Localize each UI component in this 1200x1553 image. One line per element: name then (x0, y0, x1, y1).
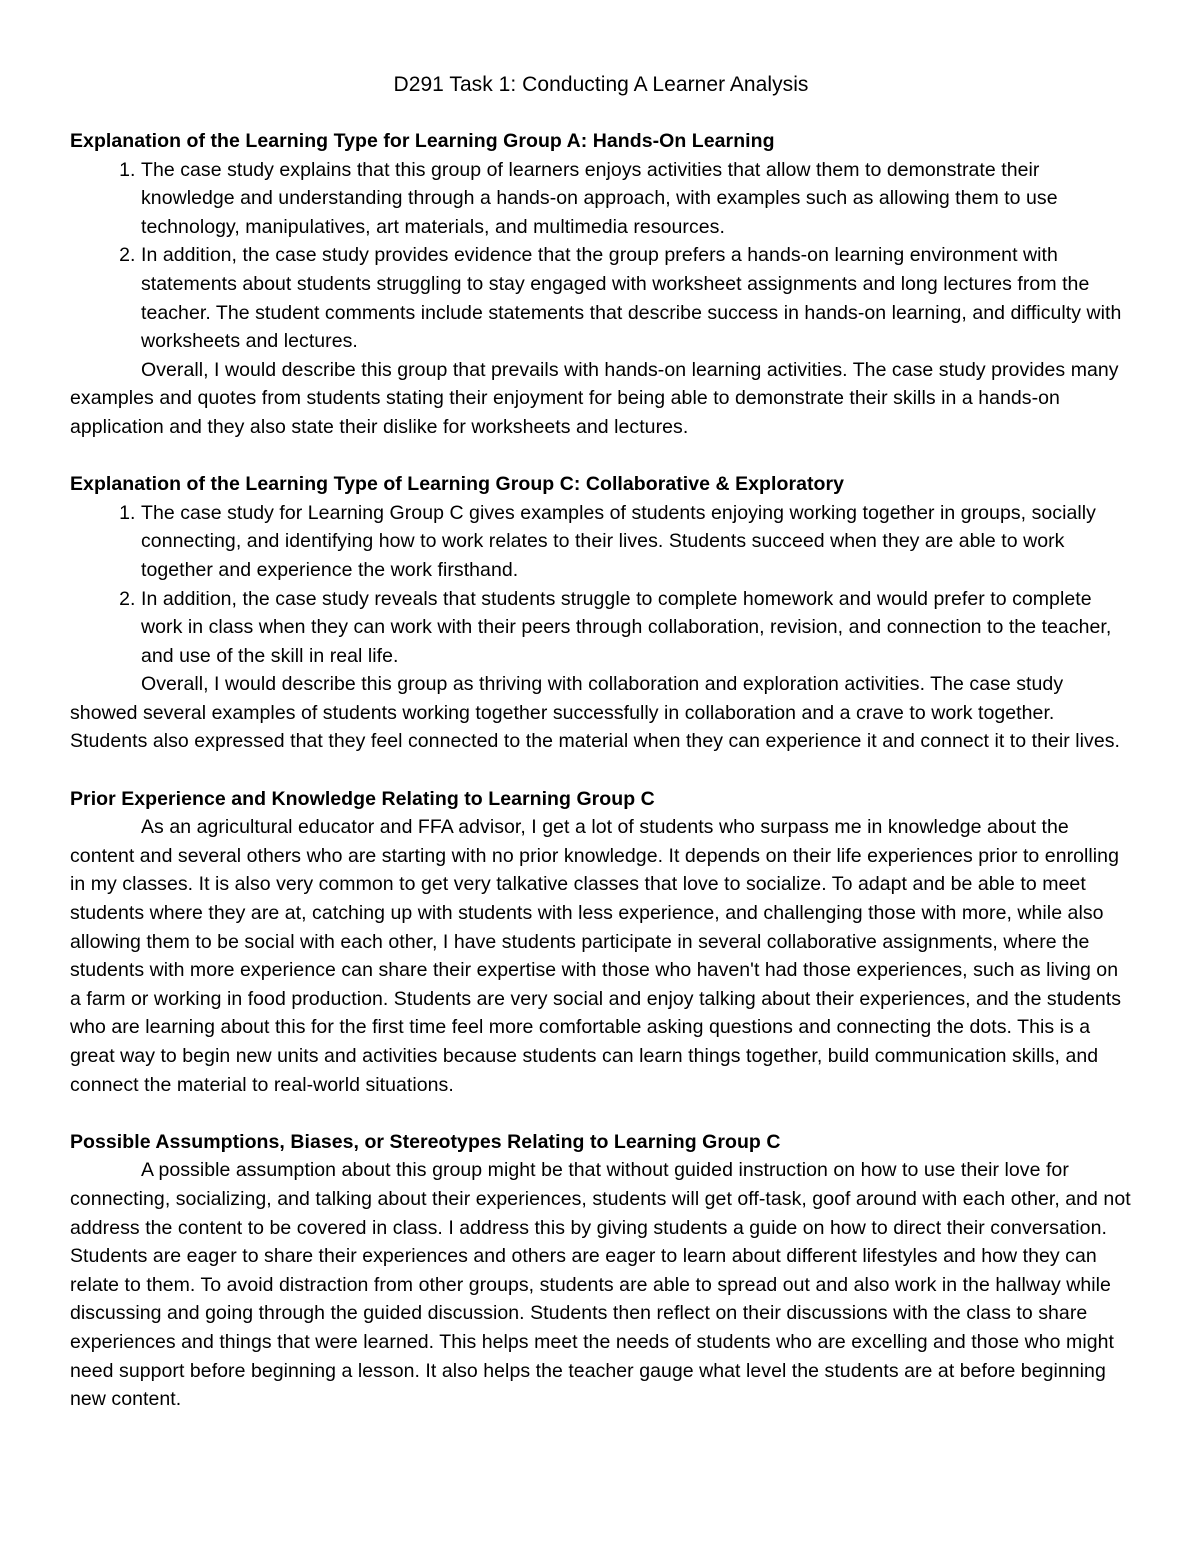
section-heading-group-a: Explanation of the Learning Type for Learning Group A: Hands-On Learning (70, 130, 775, 152)
section-heading-assumptions: Possible Assumptions, Biases, or Stereotypes Relating to Learning Group C (70, 1130, 781, 1153)
list-item: 1. The case study for Learning Group C gives examples of students enjoying working together in groups, socially connecting, and identifying how to work relates to their lives. Students succeed when they are able to work together and experience the work firsthand. (141, 499, 1132, 585)
section-assumptions (70, 1128, 1132, 1414)
paragraph-group-c-overall: Overall, I would describe this group as thriving with collaboration and exploration activities. The case study showed several examples of students working together successfully in collaboration and a crave to work together. Students also expressed that they feel connected to the material when they can experience it and connect it to their lives. (70, 673, 1121, 753)
list-item: 2. In addition, the case study provides evidence that the group prefers a hands-on learning environment with statements about students struggling to stay engaged with worksheet assignments and long lectures from the teacher. The student comments include statements that describe success in hands-on learning, and difficulty with worksheets and lectures. (141, 241, 1132, 355)
section-heading-group-c: Explanation of the Learning Type of Learning Group C: Collaborative & Exploratory (70, 473, 845, 496)
section-group-c (70, 470, 1132, 756)
paragraph-assumptions: A possible assumption about this group might be that without guided instruction on how to use their love for connecting, socializing, and talking about their experiences, students will get off-task, goof around with each other, and not address the content to be covered in class. I address this by giving students a guide on how to direct their conversation. Students are eager to share their experiences and others are eager to learn about different lifestyles and how they can relate to them. To avoid distraction from other groups, students are able to spread out and also work in the hallway while discussing and going through the guided discussion. Students then reflect on their discussions with the class to share experiences and things that were learned. This helps meet the needs of students who are excelling and those who might need support before beginning a lesson. It also helps the teacher gauge what level the students are at before beginning new content. (70, 1159, 1131, 1411)
section-heading-prior-experience: Prior Experience and Knowledge Relating to Learning Group C (70, 787, 655, 810)
numbered-list-group-c (70, 499, 1132, 671)
list-item: 1. The case study explains that this group of learners enjoys activities that allow them to demonstrate their knowledge and understanding through a hands-on approach, with examples such as allowing them to use technology, manipulatives, art materials, and multimedia resources. (141, 156, 1132, 242)
section-group-a (70, 127, 1132, 442)
list-item: 2. In addition, the case study reveals that students struggle to complete homework and would prefer to complete work in class when they can work with their peers through collaboration, revision, and connection to the teacher, and use of the skill in real life. (141, 585, 1132, 671)
document-title: D291 Task 1: Conducting A Learner Analysis (393, 73, 809, 96)
section-prior-experience (70, 785, 1132, 1100)
numbered-list-group-a (70, 156, 1132, 356)
document-page (70, 70, 1132, 1442)
paragraph-prior-experience: As an agricultural educator and FFA advisor, I get a lot of students who surpass me in knowledge about the content and several others who are starting with no prior knowledge. It depends on their life experiences prior to enrolling in my classes. It is also very common to get very talkative classes that love to socialize. To adapt and be able to meet students where they are at, catching up with students with less experience, and challenging those with more, while also allowing them to be social with each other, I have students participate in several collaborative assignments, where the students with more experience can share their expertise with those who haven't had those experiences, such as living on a farm or working in food production. Students are very social and enjoy talking about their experiences, and the students who are learning about this for the first time feel more comfortable asking questions and connecting the dots. This is a great way to begin new units and activities because students can learn things together, build communication skills, and connect the material to real-world situations. (70, 816, 1122, 1096)
paragraph-group-a-overall: Overall, I would describe this group that prevails with hands-on learning activities. The case study provides many examples and quotes from students stating their enjoyment for being able to demonstrate their skills in a hands-on application and they also state their dislike for worksheets and lectures. (70, 358, 1119, 438)
